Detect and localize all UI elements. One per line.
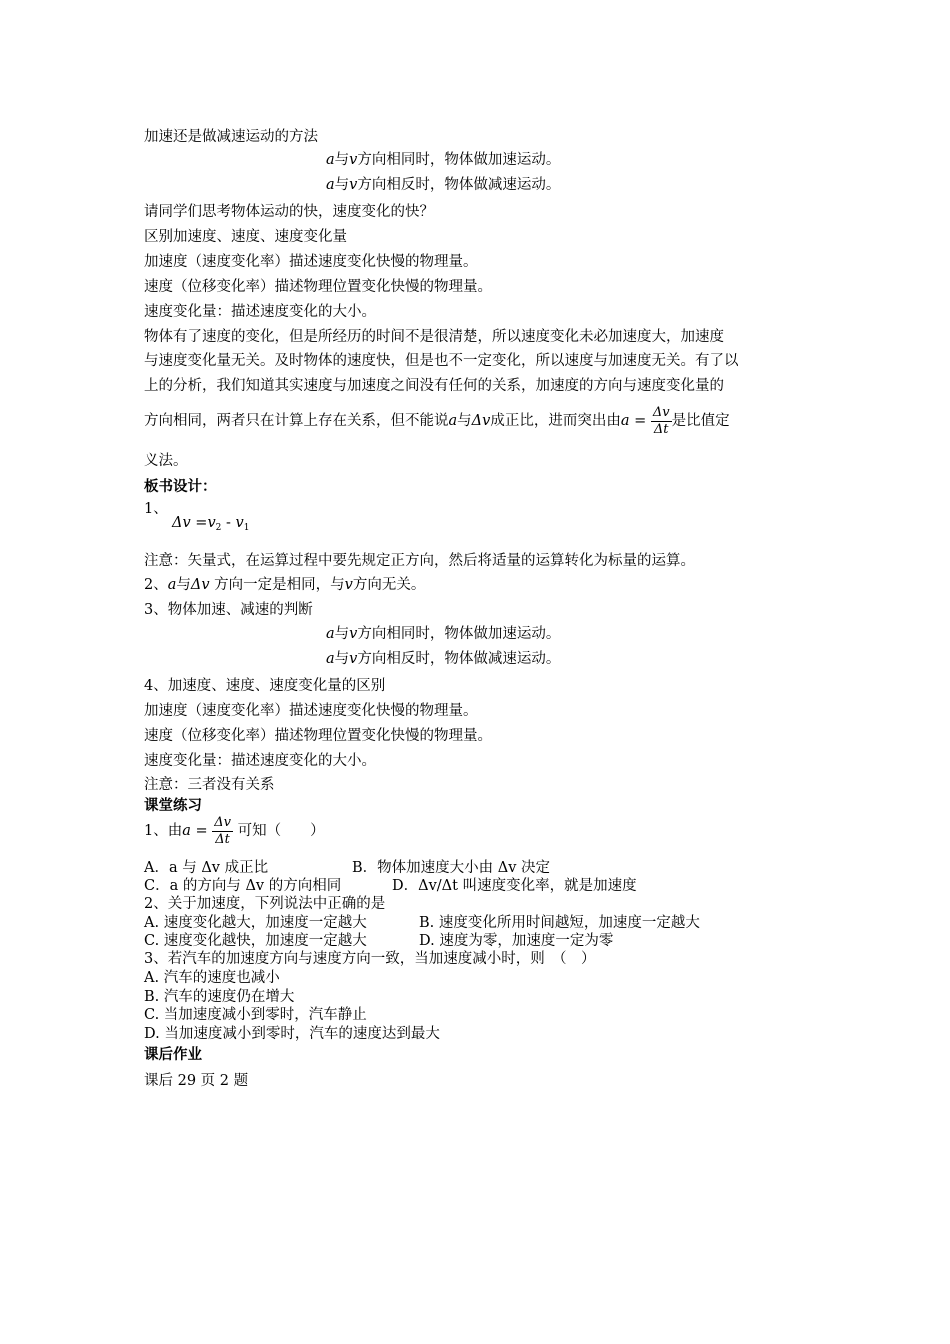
- homework-text: 课后 29 页 2 题: [144, 1073, 249, 1089]
- question-3-option-c: C. 当加速度减小到零时，汽车静止: [144, 1007, 367, 1023]
- definition-velocity: 速度（位移变化率）描述物理位置变化快慢的物理量。: [144, 279, 492, 295]
- symbol-a: a: [326, 152, 335, 168]
- paragraph-line-3: 上的分析，我们知道其实速度与加速度之间没有任何的关系，加速度的方向与速度变化量的: [144, 378, 724, 394]
- paragraph-line-2: 与速度变化量无关。及时物体的速度快，但是也不一定变化，所以速度与加速度无关。有了以: [144, 353, 739, 369]
- symbol-v: v: [349, 177, 358, 193]
- definition-acceleration: 加速度（速度变化率）描述速度变化快慢的物理量。: [144, 254, 478, 270]
- board-definition-velocity-change: 速度变化量：描述速度变化的大小。: [144, 753, 376, 769]
- board-item-4: 4、加速度、速度、速度变化量的区别: [144, 678, 386, 694]
- homework-heading: 课后作业: [144, 1046, 202, 1063]
- distinguish-heading: 区别加速度、速度、速度变化量: [144, 229, 347, 245]
- paragraph-line-5: 义法。: [144, 453, 188, 469]
- note-vector: 注意：矢量式，在运算过程中要先规定正方向，然后将适量的运算转化为标量的运算。: [144, 553, 695, 569]
- formula-fraction: $\frac{\Delta v}{\Delta t}$: [652, 404, 670, 437]
- question-2-option-a: A. 速度变化越大，加速度一定越大: [144, 915, 367, 931]
- board-definition-acceleration: 加速度（速度变化率）描述速度变化快慢的物理量。: [144, 703, 478, 719]
- method-heading: 加速还是做减速运动的方法: [144, 129, 318, 145]
- question-1-option-d: D．Δv/Δt 叫速度变化率，就是加速度: [392, 878, 637, 894]
- board-item-1-label: 1、: [144, 501, 168, 517]
- board-design-heading: 板书设计：: [144, 478, 217, 495]
- question-2: 2、关于加速度，下列说法中正确的是: [144, 896, 386, 912]
- question-2-option-b: B. 速度变化所用时间越短，加速度一定越大: [419, 915, 700, 931]
- question-2-option-c: C. 速度变化越快，加速度一定越大: [144, 933, 367, 949]
- question-1-option-a: A．a 与 Δv 成正比: [144, 860, 269, 876]
- question-3: 3、若汽车的加速度方向与速度方向一致，当加速度减小时，则 （ ）: [144, 951, 596, 967]
- question-1-fraction: $\frac{\Delta v}{\Delta t}$: [214, 814, 231, 847]
- paragraph-line-1: 物体有了速度的变化，但是所经历的时间不是很清楚，所以速度变化未必加速度大，加速度: [144, 329, 724, 345]
- formula-delta-v: $\Delta v =v_2 - v_1$: [172, 515, 250, 533]
- rule-opposite-direction: a与v方向相反时，物体做减速运动。: [326, 177, 561, 193]
- board-definition-velocity: 速度（位移变化率）描述物理位置变化快慢的物理量。: [144, 728, 492, 744]
- question-2-option-d: D. 速度为零，加速度一定为零: [419, 933, 614, 949]
- question-1: 1、由a = $\frac{\Delta v}{\Delta t}$ 可知（ ）: [144, 814, 325, 847]
- note-no-relation: 注意：三者没有关系: [144, 777, 275, 793]
- board-rule-same-direction: a与v方向相同时，物体做加速运动。: [326, 626, 561, 642]
- question-3-option-d: D. 当加速度减小到零时，汽车的速度达到最大: [144, 1026, 440, 1042]
- symbol-v: v: [349, 152, 358, 168]
- symbol-a: a: [326, 177, 335, 193]
- question-3-option-a: A. 汽车的速度也减小: [144, 970, 280, 986]
- paragraph-line-4: 方向相同，两者只在计算上存在关系，但不能说a与Δv成正比，进而突出由a = $\frac{\Delta v}{\Delta t}$ 是比值定: [144, 404, 730, 437]
- board-rule-opposite-direction: a与v方向相反时，物体做减速运动。: [326, 651, 561, 667]
- exercise-heading: 课堂练习: [144, 797, 202, 814]
- definition-velocity-change: 速度变化量：描述速度变化的大小。: [144, 304, 376, 320]
- board-item-3: 3、物体加速、减速的判断: [144, 602, 313, 618]
- question-3-option-b: B. 汽车的速度仍在增大: [144, 989, 295, 1005]
- think-question: 请同学们思考物体运动的快，速度变化的快？: [144, 204, 434, 220]
- rule-same-direction: a与v方向相同时，物体做加速运动。: [326, 152, 561, 168]
- board-item-2: 2、a与Δv 方向一定是相同，与v方向无关。: [144, 577, 426, 593]
- question-1-option-c: C．a 的方向与 Δv 的方向相同: [144, 878, 342, 894]
- question-1-option-b: B．物体加速度大小由 Δv 决定: [352, 860, 551, 876]
